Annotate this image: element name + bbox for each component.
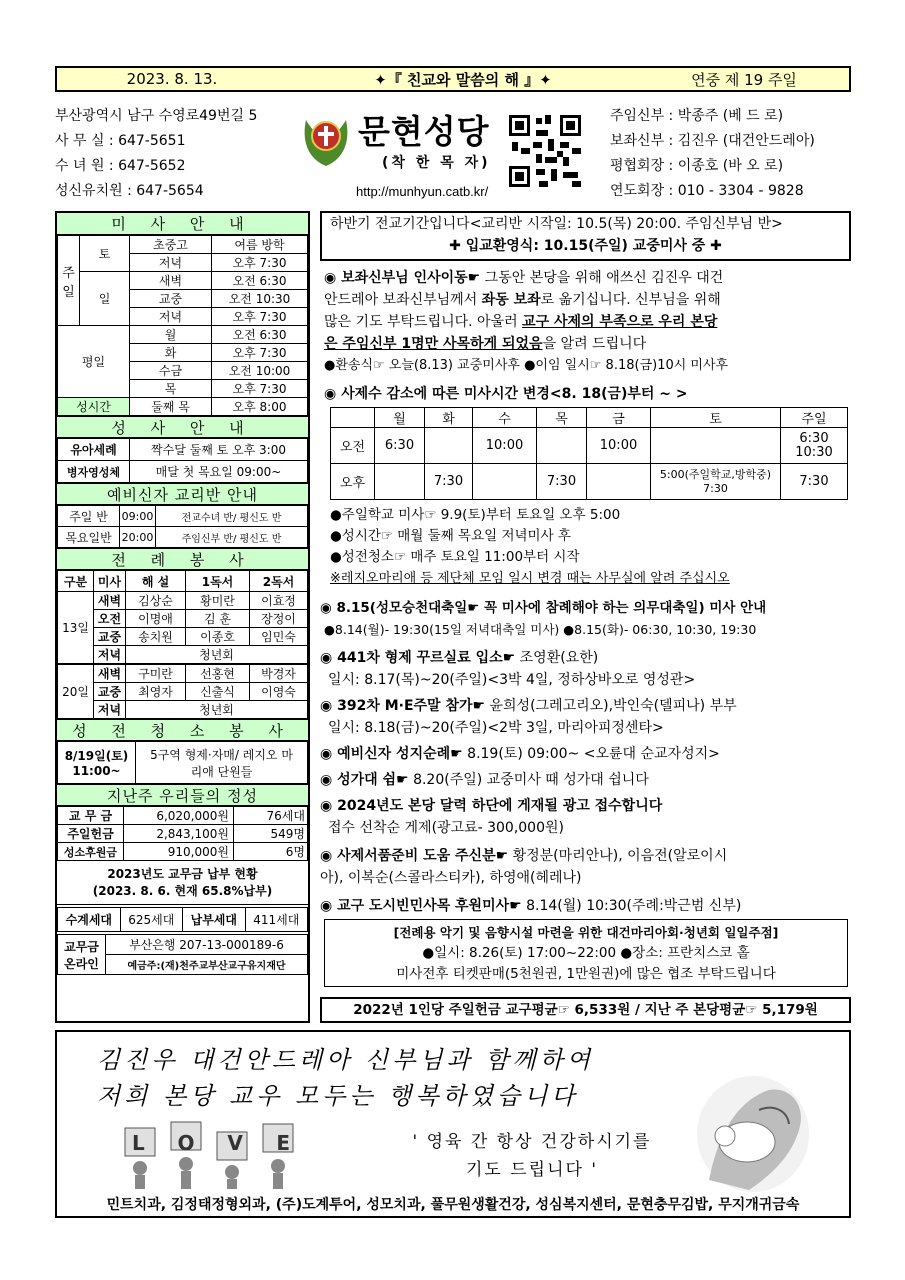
bank-table: [57, 934, 308, 975]
offering-amount: 910,000원: [124, 843, 234, 861]
council-president: 평협회장 : 이종호 (바 오 로): [610, 158, 784, 174]
offering-amount: 6,020,000원: [124, 807, 234, 825]
notice-text: 접수 선착순 게제(광고료- 300,000원): [328, 820, 564, 836]
notice-title: ◉ 교구 도시빈민사목 후원미사☛: [320, 898, 522, 914]
liturgy-service-table: [57, 570, 308, 719]
cleaning-group: 5구역 형제·자매/ 레지오 마리애 단원들: [136, 742, 308, 784]
church-contact: [55, 104, 257, 204]
year-theme: ✦『 친교와 말씀의 해 』✦: [374, 70, 552, 89]
sacrament-time: 짝수달 둘째 토 오후 3:00: [130, 439, 308, 461]
class-group: 전교수녀 반/ 평신도 반: [156, 506, 308, 527]
offering-count: 76세대: [234, 807, 308, 825]
row-header: 오전: [331, 428, 375, 464]
schedule-notes: [330, 505, 730, 589]
account-holder: 예금주:(재)천주교부산교구유지재단: [106, 955, 308, 975]
household-label: 수계세대: [58, 908, 121, 932]
server-name: 청년회: [126, 701, 308, 719]
weekday-label: 평일: [58, 326, 130, 398]
evangelization-box: [320, 211, 851, 261]
mass-time: 오후 7:30: [212, 344, 308, 362]
mass-type: 오전: [94, 610, 126, 628]
mass-type: 새벽: [94, 664, 126, 683]
note-item: ●성시간☞ 매월 둘째 목요일 저녁미사 후: [330, 528, 571, 544]
server-name: 선홍현: [186, 664, 250, 683]
notice-text: 을 알려 드립니다: [542, 336, 647, 352]
pub-night-box: [324, 919, 848, 987]
schedule-cell: [425, 428, 473, 464]
notice-assumption: [320, 597, 766, 641]
farewell-line-1: 김진우 대건안드레아 신부님과 함께하여: [97, 1046, 595, 1074]
class-name: 목요일반: [58, 527, 120, 548]
shepherd-lamb-illustration-icon: [689, 1070, 817, 1198]
mass-schedule-title: 미 사 안 내: [57, 213, 308, 235]
column-header: 2독서: [250, 571, 308, 592]
convent-phone: 수 녀 원 : 647-5652: [55, 158, 186, 174]
column-header: 금: [587, 408, 651, 428]
schedule-cell: [375, 464, 425, 500]
website-link[interactable]: http://munhyun.catb.kr/: [356, 184, 489, 199]
schedule-cell: 7:30: [537, 464, 587, 500]
server-name: 최영자: [126, 683, 186, 701]
schedule-cell: 7:30: [425, 464, 473, 500]
server-name: 구미란: [126, 664, 186, 683]
cleaning-table: [57, 741, 308, 784]
mass-time: 오전 6:30: [212, 326, 308, 344]
holy-hour-day: 둘째 목: [130, 398, 212, 416]
qr-code-icon[interactable]: [506, 112, 584, 190]
notice-title: ◉ 441차 형제 꾸르실료 입소☛: [320, 650, 516, 666]
offering-table: [57, 806, 308, 861]
offering-amount: 2,843,100원: [124, 825, 234, 843]
column-header: 화: [425, 408, 473, 428]
pastor-name: 주임신부 : 박종주 (베 드 로): [610, 108, 784, 124]
column-header: 해 설: [126, 571, 186, 592]
notice-text: 황정분(마리안나), 이음전(알로이시: [508, 848, 728, 864]
dues-status: [57, 861, 308, 905]
column-header: 1독서: [186, 571, 250, 592]
schedule-cell: [473, 464, 537, 500]
server-name: 김상순: [126, 592, 186, 610]
cleaning-title: 성 전 청 소 봉 사: [57, 719, 308, 741]
notice-text: 그동안 본당을 위해 애쓰신 김진우 대건: [480, 270, 724, 286]
mass-time: 오전 10:30: [212, 290, 308, 308]
mass-type: 저녁: [94, 646, 126, 665]
column-header: 목: [537, 408, 587, 428]
notice-highlight: 좌동 보좌: [481, 292, 541, 308]
server-name: 이명애: [126, 610, 186, 628]
service-date: 13일: [58, 592, 94, 665]
service-date: 20일: [58, 664, 94, 719]
notice-transfer: [324, 267, 728, 377]
mass-slot: 화: [130, 344, 212, 362]
column-header: 미사: [94, 571, 126, 592]
schedule-cell: 7:30: [781, 464, 848, 500]
welcome-ceremony: ✚ 입교환영식: 10.15(주일) 교중미사 중 ✚: [449, 238, 722, 254]
notice-text: 8.19(토) 09:00~ <오륜대 순교자성지>: [462, 746, 720, 762]
notice-text: 아), 이복순(스콜라스티카), 하영애(헤레나): [320, 870, 582, 886]
server-name: 신출식: [186, 683, 250, 701]
notice-text: 안드레아 보좌신부님께서: [324, 292, 482, 308]
sacrament-name: 유아세례: [58, 439, 130, 461]
notice-text: 8.14(월) 10:30(주례:박근범 신부): [521, 898, 742, 914]
notice-cursillo: [320, 647, 695, 691]
schedule-cell: [587, 464, 651, 500]
column-header: [331, 408, 375, 428]
note-item: ※레지오마리애 등 제단체 모임 일시 변경 때는 사무실에 알려 주십시오: [330, 571, 730, 586]
server-name: 장정이: [250, 610, 308, 628]
class-name: 주일 반: [58, 506, 120, 527]
church-subtitle: (착 한 목 자): [382, 155, 491, 171]
notice-text: 8.20(주일) 교중미사 때 성가대 쉽니다: [408, 772, 649, 788]
bulletin-date: 2023. 8. 13.: [126, 70, 218, 88]
notice-title: ◉ 보좌신부님 인사이동☛: [324, 270, 481, 286]
schedule-cell: 6:30: [375, 428, 425, 464]
mass-slot: 새벽: [130, 272, 212, 290]
holy-hour-label: 성시간: [58, 398, 130, 416]
mass-time: 오후 7:30: [212, 254, 308, 272]
notice-text: 많은 기도 부탁드립니다. 아울러: [324, 314, 523, 330]
liturgical-week: 연중 제 19 주일: [691, 70, 797, 89]
mass-time: 오후 7:30: [212, 380, 308, 398]
class-time: 20:00: [120, 527, 156, 548]
average-offering: 2022년 1인당 주일헌금 교구평균☞ 6,533원 / 지난 주 본당평균☞ 5,179원: [320, 997, 851, 1023]
note-item: ●성전청소☞ 매주 토요일 11:00부터 시작: [330, 549, 580, 565]
mass-time: 오후 7:30: [212, 308, 308, 326]
offering-title: 지난주 우리들의 정성: [57, 784, 308, 806]
notice-marriage-encounter: [320, 695, 737, 739]
offering-type: 주일헌금: [58, 825, 124, 843]
schedule-cell: [651, 428, 781, 464]
notice-title: ◉ 392차 M·E주말 참가☛: [320, 698, 486, 714]
notice-title: ◉ 2024년도 본당 달력 하단에 게재될 광고 접수합니다: [320, 798, 663, 814]
notice-title: ◉ 사제서품준비 도움 주신분☛: [320, 848, 509, 864]
notice-text: ●8.14(월)- 19:30(15일 저녁대축일 미사) ●8.15(화)- 06:30, 10:30, 19:30: [324, 622, 757, 637]
mass-type: 교중: [94, 683, 126, 701]
offering-type: 성소후원금: [58, 843, 124, 861]
server-name: 김 훈: [186, 610, 250, 628]
notice-choir: [320, 769, 649, 791]
households-table: [57, 907, 308, 932]
bank-label: 교무금 온라인: [58, 935, 106, 975]
evangelization-notice: 하반기 전교기간입니다<교리반 시작일: 10.5(목) 20:00. 주임신부님 반>: [330, 216, 783, 232]
schedule-cell: [537, 428, 587, 464]
column-header: 토: [651, 408, 781, 428]
event-ticket-info: 미사전후 티켓판매(5천원권, 1만원권)에 많은 협조 부탁드립니다: [396, 966, 776, 982]
column-header: 주일: [781, 408, 848, 428]
notice-title: ◉ 예비신자 성지순례☛: [320, 746, 463, 762]
church-name: 문현성당: [358, 112, 490, 151]
new-mass-schedule-table: [330, 407, 848, 500]
assistant-pastor-name: 보좌신부 : 김진우 (대건안드레아): [610, 133, 815, 149]
notice-highlight: 은 주임신부 1명만 사목하게 되었음: [324, 336, 543, 352]
class-group: 주임신부 반/ 평신도 반: [156, 527, 308, 548]
schedule-cell: 5:00(주일학교,방학중) 7:30: [651, 464, 781, 500]
dues-status-date: (2023. 8. 6. 현재 65.8%납부): [92, 884, 273, 898]
notice-text: 조영환(요한): [515, 650, 599, 666]
sacrament-time: 매달 첫 목요일 09:00~: [130, 461, 308, 483]
notice-calendar-ad: [320, 795, 662, 839]
household-count: 625세대: [120, 908, 182, 932]
server-name: 송치원: [126, 628, 186, 646]
sacrament-title: 성 사 안 내: [57, 416, 308, 438]
household-label: 납부세대: [182, 908, 245, 932]
notice-text: 로 옮기십니다. 신부님을 위해: [540, 292, 721, 308]
mass-slot: 교중: [130, 290, 212, 308]
notice-text: 일시: 8.17(목)~20(주일)<3박 4일, 정하상바오로 영성관>: [328, 672, 696, 688]
sunday-day-label: 일: [80, 272, 130, 326]
event-title: [전례용 악기 및 음향시설 마련을 위한 대건마리아회·청년회 일일주점]: [393, 925, 779, 940]
server-name: 임민숙: [250, 628, 308, 646]
mass-slot: 저녁: [130, 254, 212, 272]
church-emblem-icon: [298, 110, 354, 170]
server-name: 황미란: [186, 592, 250, 610]
mass-type: 교중: [94, 628, 126, 646]
notice-title: ◉ 8.15(성모승천대축일☛ 꼭 미사에 참례해야 하는 의무대축일) 미사 안내: [320, 600, 767, 616]
farewell-section: [55, 1030, 851, 1218]
schedule-cell: 10:00: [473, 428, 537, 464]
dues-status-title: 2023년도 교무금 납부 현황: [107, 867, 258, 881]
notice-urban-poor-mass: [320, 895, 741, 917]
left-sidebar: [55, 211, 310, 1023]
notice-pilgrimage: [320, 743, 720, 765]
clergy-info: [610, 104, 815, 204]
server-name: 이효정: [250, 592, 308, 610]
offering-type: 교 무 금: [58, 807, 124, 825]
catechumen-title: 예비신자 교리반 안내: [57, 483, 308, 505]
notice-ordination-support: [320, 845, 727, 889]
wish-line-1: ' 영육 간 항상 건강하시기를: [412, 1132, 652, 1152]
love-kids-illustration-icon: [119, 1118, 309, 1190]
schedule-cell: 10:00: [587, 428, 651, 464]
notice-text: 일시: 8.18(금)~20(주일)<2박 3일, 마리아피정센타>: [328, 720, 664, 736]
farewell-schedule: ●환송식☞ 오늘(8.13) 교중미사후 ●이임 일시☞ 8.18(금)10시 미사후: [324, 358, 729, 373]
mass-type: 저녁: [94, 701, 126, 719]
mass-slot: 초중고: [130, 236, 212, 254]
farewell-line-2: 저희 본당 교우 모두는 행복하였습니다: [97, 1082, 579, 1110]
catechumen-table: [57, 505, 308, 548]
address: 부산광역시 남구 수영로49번길 5: [55, 108, 258, 124]
liturgy-service-title: 전 례 봉 사: [57, 548, 308, 570]
row-header: 오후: [331, 464, 375, 500]
schedule-cell: 6:30 10:30: [781, 428, 848, 464]
column-header: 월: [375, 408, 425, 428]
office-phone: 사 무 실 : 647-5651: [55, 133, 186, 149]
love-letter-l: LOVE: [132, 1131, 290, 1155]
header-bar: [55, 66, 851, 92]
notices-column: [316, 211, 851, 1023]
column-header: 구분: [58, 571, 94, 592]
household-count: 411세대: [245, 908, 307, 932]
council-contact: 연도회장 : 010 - 3304 - 9828: [610, 183, 804, 199]
mass-time: 오전 6:30: [212, 272, 308, 290]
offering-count: 549명: [234, 825, 308, 843]
kinder-phone: 성신유치원 : 647-5654: [55, 183, 204, 199]
column-header: 수: [473, 408, 537, 428]
notice-highlight: 교구 사제의 부족으로 우리 본당: [522, 314, 718, 330]
sacrament-name: 병자영성체: [58, 461, 130, 483]
mass-time: 여름 방학: [212, 236, 308, 254]
server-name: 청년회: [126, 646, 308, 665]
server-name: 이종호: [186, 628, 250, 646]
mass-slot: 수금: [130, 362, 212, 380]
server-name: 박경자: [250, 664, 308, 683]
class-time: 09:00: [120, 506, 156, 527]
sunday-label: 주일: [58, 236, 80, 326]
notice-text: 윤희성(그레고리오),박인숙(델피나) 부부: [485, 698, 737, 714]
note-item: ●주일학교 미사☞ 9.9(토)부터 토요일 오후 5:00: [330, 507, 621, 523]
mass-slot: 목: [130, 380, 212, 398]
notice-title: ◉ 성가대 쉼☛: [320, 772, 409, 788]
mass-time: 오전 10:00: [212, 362, 308, 380]
schedule-change-title: ◉ 사제수 감소에 따른 미사시간 변경<8. 18(금)부터 ~ >: [324, 386, 688, 402]
wish-line-2: 기도 드립니다 ': [465, 1160, 598, 1180]
cleaning-date: 8/19일(토) 11:00~: [58, 742, 136, 784]
wish-message: [367, 1128, 697, 1184]
event-time-place: ●일시: 8.26(토) 17:00~22:00 ●장소: 프란치스코 홀: [422, 945, 750, 961]
sacrament-table: [57, 438, 308, 483]
sponsors: 민트치과, 김정태정형외과, (주)도계투어, 성모치과, 풀무원생활건강, 성심복지센터, 문현충무김밥, 무지개귀금속: [106, 1197, 800, 1213]
mass-type: 새벽: [94, 592, 126, 610]
bank-account: 부산은행 207-13-000189-6: [106, 935, 308, 955]
server-name: 이영숙: [250, 683, 308, 701]
mass-slot: 저녁: [130, 308, 212, 326]
offering-count: 6명: [234, 843, 308, 861]
mass-slot: 월: [130, 326, 212, 344]
mass-schedule-table: [57, 235, 308, 416]
saturday-label: 토: [80, 236, 130, 272]
holy-hour-time: 오후 8:00: [212, 398, 308, 416]
